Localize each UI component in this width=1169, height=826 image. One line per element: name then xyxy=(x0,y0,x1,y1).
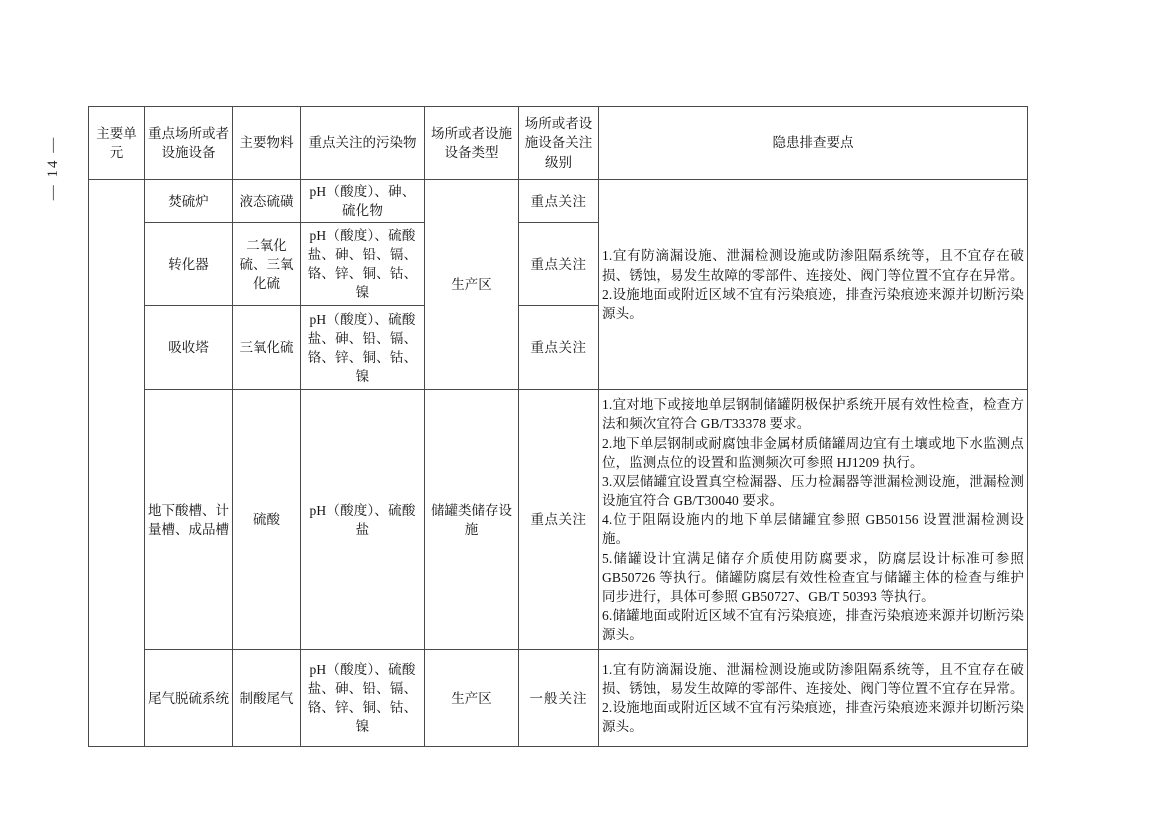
cell-pollutant-5: pH（酸度）、硫酸盐、砷、铅、镉、铬、锌、铜、钴、镍 xyxy=(301,650,425,747)
cell-inspection-points-1 xyxy=(599,180,1028,390)
inspection-point-line: 1.宜有防滴漏设施、泄漏检测设施或防渗阻隔系统等，且不宜存在破损、锈蚀，易发生故障的零部件、连接处、阀门等位置不宜存在异常。 xyxy=(602,662,1024,697)
cell-facility-type-5: 生产区 xyxy=(425,650,519,747)
cell-inspection-points-3 xyxy=(599,650,1028,747)
cell-pollutant-2: pH（酸度）、硫酸盐、砷、铅、镉、铬、锌、铜、钴、镍 xyxy=(301,223,425,306)
page-number-marker: — 14 — xyxy=(44,135,61,201)
column-header-unit: 主要单元 xyxy=(89,107,145,180)
cell-place-3: 吸收塔 xyxy=(145,306,233,390)
inspection-point-line: 3.双层储罐宜设置真空检漏器、压力检漏器等泄漏检测设施，泄漏检测设施宜符合 GB/T30040 要求。 xyxy=(602,473,1024,509)
cell-place-5: 尾气脱硫系统 xyxy=(145,650,233,747)
inspection-table xyxy=(88,106,1028,747)
cell-main-unit xyxy=(89,180,145,747)
inspection-point-line: 2.设施地面或附近区域不宜有污染痕迹，排查污染痕迹来源并切断污染源头。 xyxy=(602,286,1024,321)
cell-attention-level-5: 一般关注 xyxy=(519,650,599,747)
inspection-point-line: 5.储罐设计宜满足储存介质使用防腐要求，防腐层设计标准可参照 GB50726 等执行。储罐防腐层有效性检查宜与储罐主体的检查与维护同步进行，具体可参照 GB50727、GB/T 50393 等执行。 xyxy=(602,550,1024,604)
cell-attention-level-2: 重点关注 xyxy=(519,223,599,306)
table-header-row xyxy=(89,107,1028,180)
table-row xyxy=(89,390,1028,650)
cell-facility-type-production-area: 生产区 xyxy=(425,180,519,390)
cell-attention-level-4: 重点关注 xyxy=(519,390,599,650)
column-header-pollutant: 重点关注的污染物 xyxy=(301,107,425,180)
table-row xyxy=(89,180,1028,223)
cell-material-5: 制酸尾气 xyxy=(233,650,301,747)
cell-material-4: 硫酸 xyxy=(233,390,301,650)
cell-pollutant-3: pH（酸度）、硫酸盐、砷、铅、镉、铬、锌、铜、钴、镍 xyxy=(301,306,425,390)
cell-facility-type-4: 储罐类储存设施 xyxy=(425,390,519,650)
cell-place-1: 焚硫炉 xyxy=(145,180,233,223)
column-header-inspection-points: 隐患排查要点 xyxy=(599,107,1028,180)
cell-attention-level-1: 重点关注 xyxy=(519,180,599,223)
inspection-table-container xyxy=(88,106,1027,747)
column-header-attention-level: 场所或者设施设备关注级别 xyxy=(519,107,599,180)
inspection-point-line: 2.地下单层钢制或耐腐蚀非金属材质储罐周边宜有土壤或地下水监测点位，监测点位的设置和监测频次可参照 HJ1209 执行。 xyxy=(602,435,1024,470)
inspection-point-line: 6.储罐地面或附近区域不宜有污染痕迹，排查污染痕迹来源并切断污染源头。 xyxy=(602,608,1024,643)
column-header-facility-type: 场所或者设施设备类型 xyxy=(425,107,519,180)
cell-place-4: 地下酸槽、计量槽、成品槽 xyxy=(145,390,233,650)
column-header-material: 主要物料 xyxy=(233,107,301,180)
inspection-point-line: 4.位于阻隔设施内的地下单层储罐宜参照 GB50156 设置泄漏检测设施。 xyxy=(602,512,1024,547)
cell-inspection-points-2 xyxy=(599,390,1028,650)
cell-material-1: 液态硫磺 xyxy=(233,180,301,223)
cell-pollutant-4: pH（酸度）、硫酸盐 xyxy=(301,390,425,650)
inspection-point-line: 2.设施地面或附近区域不宜有污染痕迹，排查污染痕迹来源并切断污染源头。 xyxy=(602,700,1024,735)
column-header-place: 重点场所或者设施设备 xyxy=(145,107,233,180)
inspection-point-line: 1.宜有防滴漏设施、泄漏检测设施或防渗阻隔系统等，且不宜存在破损、锈蚀，易发生故障的零部件、连接处、阀门等位置不宜存在异常。 xyxy=(602,248,1024,283)
cell-material-3: 三氧化硫 xyxy=(233,306,301,390)
cell-pollutant-1: pH（酸度）、砷、硫化物 xyxy=(301,180,425,223)
table-row xyxy=(89,650,1028,747)
cell-attention-level-3: 重点关注 xyxy=(519,306,599,390)
inspection-point-line: 1.宜对地下或接地单层钢制储罐阴极保护系统开展有效性检查，检查方法和频次宜符合 GB/T33378 要求。 xyxy=(602,397,1024,432)
cell-place-2: 转化器 xyxy=(145,223,233,306)
cell-material-2: 二氧化硫、三氧化硫 xyxy=(233,223,301,306)
